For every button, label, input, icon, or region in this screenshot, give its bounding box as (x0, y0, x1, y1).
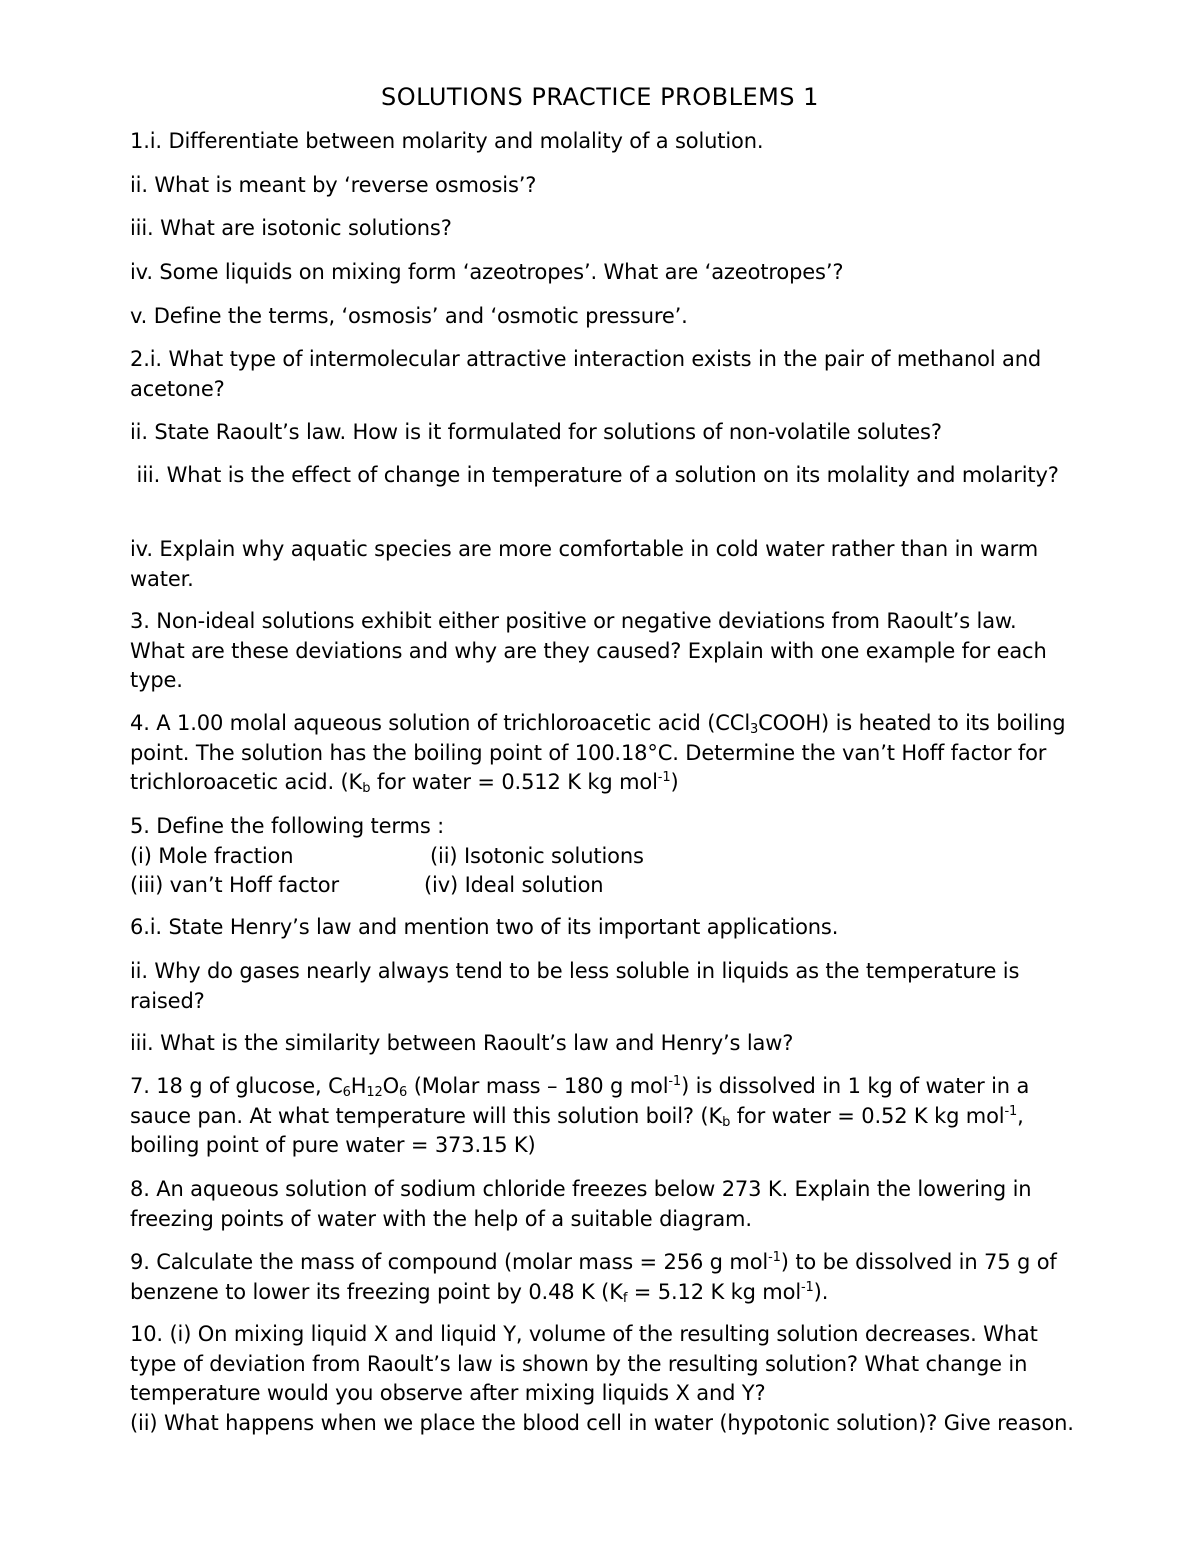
q5-terms-row-1 (130, 842, 1075, 872)
q9-sup-1: -1 (768, 1250, 781, 1265)
question-2-iv: iv. Explain why aquatic species are more comfortable in cold water rather than in warm water. (130, 537, 1039, 591)
q4-superscript: -1 (657, 770, 671, 785)
question-4 (130, 709, 1075, 798)
question-9 (130, 1248, 1075, 1307)
question-3: 3. Non-ideal solutions exhibit either positive or negative deviations from Raoult’s law. What are these deviations and why are they caused? Explain with one example for each type. (130, 609, 1047, 692)
q4-subscript-3: 3 (750, 722, 759, 737)
q5-term-1: (i) Mole fraction (130, 843, 294, 868)
q7-sub-1: 6 (342, 1085, 351, 1100)
question-5 (130, 812, 1075, 901)
page-title: SOLUTIONS PRACTICE PROBLEMS 1 (381, 83, 819, 111)
q5-term-4: (iv) Ideal solution (424, 873, 604, 897)
q4-subscript-b: b (362, 781, 371, 796)
q7-text-f: for water = 0.52 K kg mol (730, 1103, 1005, 1128)
q9-sup-2: -1 (801, 1279, 814, 1295)
q4-text-c: for water = 0.512 K kg mol (370, 770, 658, 794)
q5-terms-row-2 (130, 871, 1075, 901)
q9-text-a: 9. Calculate the mass of compound (molar mass = 256 g mol (130, 1250, 769, 1274)
q9-text-d: ). (813, 1279, 829, 1304)
q7-text-a: 7. 18 g of glucose, C (130, 1074, 343, 1098)
question-6-ii: ii. Why do gases nearly always tend to be less soluble in liquids as the temperature is raised? (130, 959, 1020, 1013)
q7-sub-2: 12 (366, 1085, 383, 1100)
question-10-i: 10. (i) On mixing liquid X and liquid Y, volume of the resulting solution decreases. What type of deviation from Raoult’s law is shown by the resulting solution? What change in temperature would you observe after mixing liquids X and Y? (130, 1322, 1038, 1405)
question-2-iii: iii. What is the effect of change in temperature of a solution on its molality and molarity? (130, 463, 1059, 487)
q7-text-c: O (382, 1074, 400, 1098)
q7-text-e: ) is dissolved in 1 kg of water in a sauce pan. At what temperature will this solution boil? (K (130, 1074, 1030, 1128)
question-2-ii: ii. State Raoult’s law. How is it formulated for solutions of non-volatile solutes? (130, 420, 942, 444)
q7-sup-2: -1 (1004, 1103, 1018, 1119)
q7-text-d: (Molar mass – 180 g mol (407, 1074, 669, 1098)
question-1-iv: iv. Some liquids on mixing form ‘azeotropes’. What are ‘azeotropes’? (130, 260, 844, 284)
question-6-iii: iii. What is the similarity between Raoult’s law and Henry’s law? (130, 1031, 794, 1055)
q4-text-b: COOH) is heated to its boiling point. The solution has the boiling point of 100.18°C. Determine the van’t Hoff factor for trichloroacetic acid. (K (130, 711, 1066, 794)
q4-text-d: ) (670, 770, 679, 794)
question-10-ii: (ii) What happens when we place the blood cell in water (hypotonic solution)? Give reason. (130, 1410, 1074, 1435)
q9-text-b: ) to be dissolved in 75 g of benzene to lower its freezing point by 0.48 K (K (130, 1250, 1057, 1304)
q9-text-c: = 5.12 K kg mol (627, 1279, 801, 1304)
question-1-iii: iii. What are isotonic solutions? (130, 216, 452, 240)
q7-sub-4: b (722, 1114, 731, 1130)
question-1-i: 1.i. Differentiate between molarity and molality of a solution. (130, 129, 764, 153)
q5-intro: 5. Define the following terms : (130, 814, 445, 838)
q9-sub-f: f (622, 1290, 628, 1306)
q5-term-2: (ii) Isotonic solutions (430, 843, 644, 868)
question-1-ii: ii. What is meant by ‘reverse osmosis’? (130, 173, 537, 197)
question-10 (130, 1320, 1075, 1438)
question-8: 8. An aqueous solution of sodium chloride freezes below 273 K. Explain the lowering in freezing points of water with the help of a suitable diagram. (130, 1177, 1032, 1231)
q7-text-g: , boiling point of pure water = 373.15 K) (130, 1103, 1024, 1157)
q4-text-a: 4. A 1.00 molal aqueous solution of trichloroacetic acid (CCl (130, 711, 750, 735)
q7-text-b: H (350, 1074, 367, 1098)
question-7 (130, 1072, 1075, 1161)
question-2-i: 2.i. What type of intermolecular attractive interaction exists in the pair of methanol and acetone? (130, 347, 1042, 401)
q7-sub-3: 6 (399, 1085, 408, 1100)
q7-sup-1: -1 (668, 1074, 682, 1089)
q5-term-3: (iii) van’t Hoff factor (130, 873, 339, 897)
question-6-i: 6.i. State Henry’s law and mention two of its important applications. (130, 915, 839, 939)
question-1-v: v. Define the terms, ‘osmosis’ and ‘osmotic pressure’. (130, 304, 688, 328)
